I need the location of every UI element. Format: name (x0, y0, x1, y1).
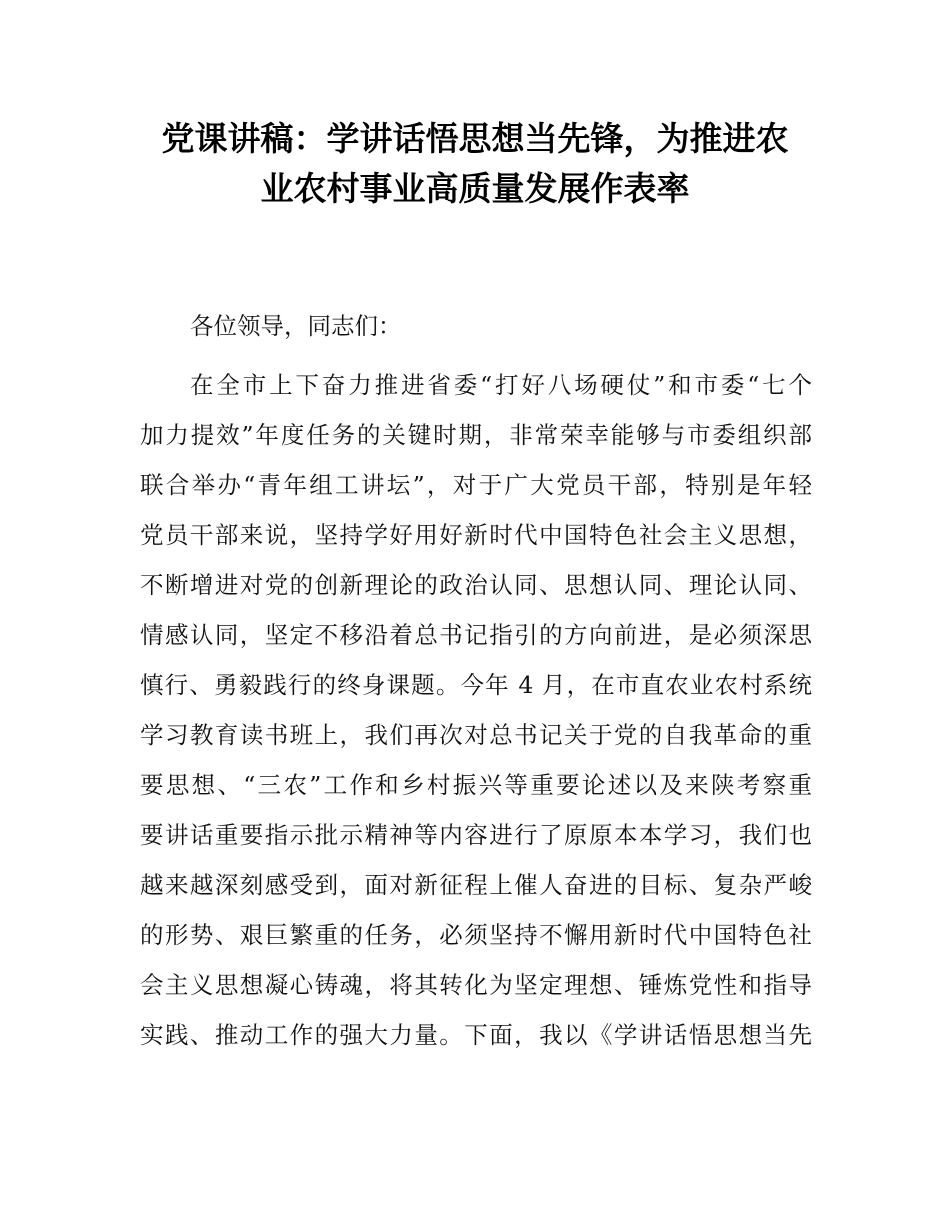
paragraph-line: 会主义思想凝心铸魂，将其转化为坚定理想、锤炼党性和指导 (140, 971, 812, 999)
paragraph-line: 要讲话重要指示批示精神等内容进行了原原本本学习，我们也 (140, 821, 812, 849)
paragraph-line: 实践、推动工作的强大力量。下面，我以《学讲话悟思想当先 (140, 1021, 812, 1049)
title-line-2: 业农村事业高质量发展作表率 (260, 169, 690, 208)
salutation: 各位领导，同志们： (190, 312, 402, 340)
paragraph-line: 在全市上下奋力推进省委“打好八场硬仗”和市委“七个 (190, 371, 812, 399)
paragraph-line: 党员干部来说，坚持学好用好新时代中国特色社会主义思想， (140, 521, 812, 549)
paragraph-line: 慎行、勇毅践行的终身课题。今年 4 月，在市直农业农村系统 (140, 671, 812, 699)
title-line-1: 党课讲稿：学讲话悟思想当先锋，为推进农 (161, 119, 789, 158)
document-title (120, 114, 830, 214)
paragraph-line: 加力提效”年度任务的关键时期，非常荣幸能够与市委组织部 (140, 421, 812, 449)
paragraph-line: 不断增进对党的创新理论的政治认同、思想认同、理论认同、 (140, 571, 812, 599)
paragraph-line: 的形势、艰巨繁重的任务，必须坚持不懈用新时代中国特色社 (140, 921, 812, 949)
paragraph-line: 情感认同，坚定不移沿着总书记指引的方向前进，是必须深思 (140, 621, 812, 649)
paragraph-line: 越来越深刻感受到，面对新征程上催人奋进的目标、复杂严峻 (140, 871, 812, 899)
paragraph-line: 要思想、“三农”工作和乡村振兴等重要论述以及来陕考察重 (140, 771, 812, 799)
paragraph-line: 联合举办“青年组工讲坛”，对于广大党员干部，特别是年轻 (140, 471, 812, 499)
paragraph-line: 学习教育读书班上，我们再次对总书记关于党的自我革命的重 (140, 721, 812, 749)
